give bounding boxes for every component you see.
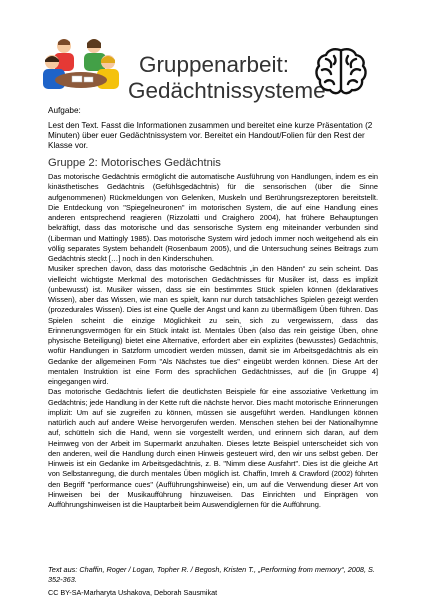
task-text: Lest den Text. Fasst die Informationen zusammen und bereitet eine kurze Präsentation (2 Minuten) über euer Gedächtnissystem vor. Bereitet ein Handout/Folien für den Rest der Klasse vor.: [48, 121, 373, 151]
section-heading: Gruppe 2: Motorisches Gedächtnis: [48, 157, 221, 169]
page-title: [128, 52, 326, 104]
title-line-2: Gedächtnissysteme: [128, 78, 326, 103]
source-citation: Text aus: Chaffin, Roger / Logan, Topher R. / Begosh, Kristen T., „Performing from memory“, 2008, S. 352-363.: [48, 565, 375, 584]
paragraph: Das motorische Gedächtnis ermöglicht die automatische Ausführung von Handlungen, indem es ein kinästhetisches Gedächtnis (Gefühlsgedächtnis) für die sensorischen (über die Sinne aufgenommenen) Rückmeldungen von Gelenken, Muskeln und Berührungsrezeptoren bereitstellt. Die Entdeckung von "Spiegelneuronen" im motorischen System, die auf eine Handlung eines anderen entsprechend reagieren (Rizzolatti und Craighero 2004), hat frühere Behauptungen bekräftigt, dass das motorische und das sensorische System eng miteinander verbunden sind (Liberman und Mattingly 1985). Das motorische System wird jedoch immer noch weitgehend als ein völlig separates System behandelt (Rosenbaum 2005), und die Untersuchung seines Beitrags zum Gedächtnis steckt […] noch in den Kinderschuhen.: [48, 172, 378, 263]
group-work-illustration: [42, 36, 120, 92]
license-footer: CC BY-SA-Marharyta Ushakova, Deborah Sausmikat: [48, 588, 218, 597]
paragraph: Musiker sprechen davon, dass das motorische Gedächtnis „in den Händen“ zu sein scheint. Das vielleicht wichtigste Merkmal des motorischen Gedächtnisses für Musiker ist, dass es implizit (unbewusst) ist. Musiker wissen, dass sie ein bestimmtes Stück spielen können (deklaratives Wissen), aber das Wissen, wie man es spielt, kann nur durch tatsächliches Spielen gezeigt werden (prozedurales Wissen). Dies ist eine Quelle der Angst und kann zu übermäßigem Üben führen. Das Spielen scheint die einzige Möglichkeit zu sein, sich zu vergewissern, dass das Erinnerungsvermögen für ein Stück intakt ist. Mentales Üben (also das rein geistige Üben, ohne physische Beteiligung) bietet eine Alternative, erfordert aber ein explizites (bewusstes) Gedächtnis, wofür Handlungen in Satzform umcodiert werden müssen, damit sie im Arbeitsgedächtnis als ein Gedanke der allgemeinen Form "Als Nächstes tue dies" eingeübt werden können. Diese Art der mentalen Instruktion ist eine Form des sprachlichen Gedächtnisses, auf die [in Gruppe 4] eingegangen wird.: [48, 264, 378, 386]
task-label: Aufgabe:: [48, 106, 81, 115]
body-text: [48, 172, 378, 510]
header: [0, 0, 424, 103]
paragraph: Das motorische Gedächtnis liefert die deutlichsten Beispiele für eine assoziative Verkettung im Gedächtnis; jede Handlung in der Kette ruft die nächste hervor. Dies macht motorische Erinnerungen implizit: Um auf sie zugreifen zu können, müssen sie ausgeführt werden. Handlungen können natürlich auch auf andere Weise hervorgerufen werden. Menschen stehen bei der Nationalhymne auf, schütteln sich die Hand, wenn sie vorgestellt werden, und erinnern sich daran, auf dem Heimweg von der Arbeit im Supermarkt anzuhalten. Dieses letzte Beispiel unterscheidet sich von den anderen, weil die Handlung durch einen Hinweis gesteuert wird, den wir uns selbst geben. Der Hinweis ist ein Gedanke im Arbeitsgedächtnis, z. B. "Nimm diese Ausfahrt". Dies ist die gleiche Art von Selbstanregung, die durch mentales Üben möglich ist. Chaffin, Imreh & Crawford (2002) führten den Begriff "performance cues" (Aufführungshinweise) ein, um auf die Verwendung dieser Art von Hinweisen bei der Musikaufführung hinzuweisen. Das Einrichten und Einprägen von Aufführungshinweisen ist die Hauptarbeit beim Auswendiglernen für die Aufführung.: [48, 387, 378, 509]
title-line-1: Gruppenarbeit:: [138, 52, 290, 77]
brain-icon: [314, 46, 368, 96]
